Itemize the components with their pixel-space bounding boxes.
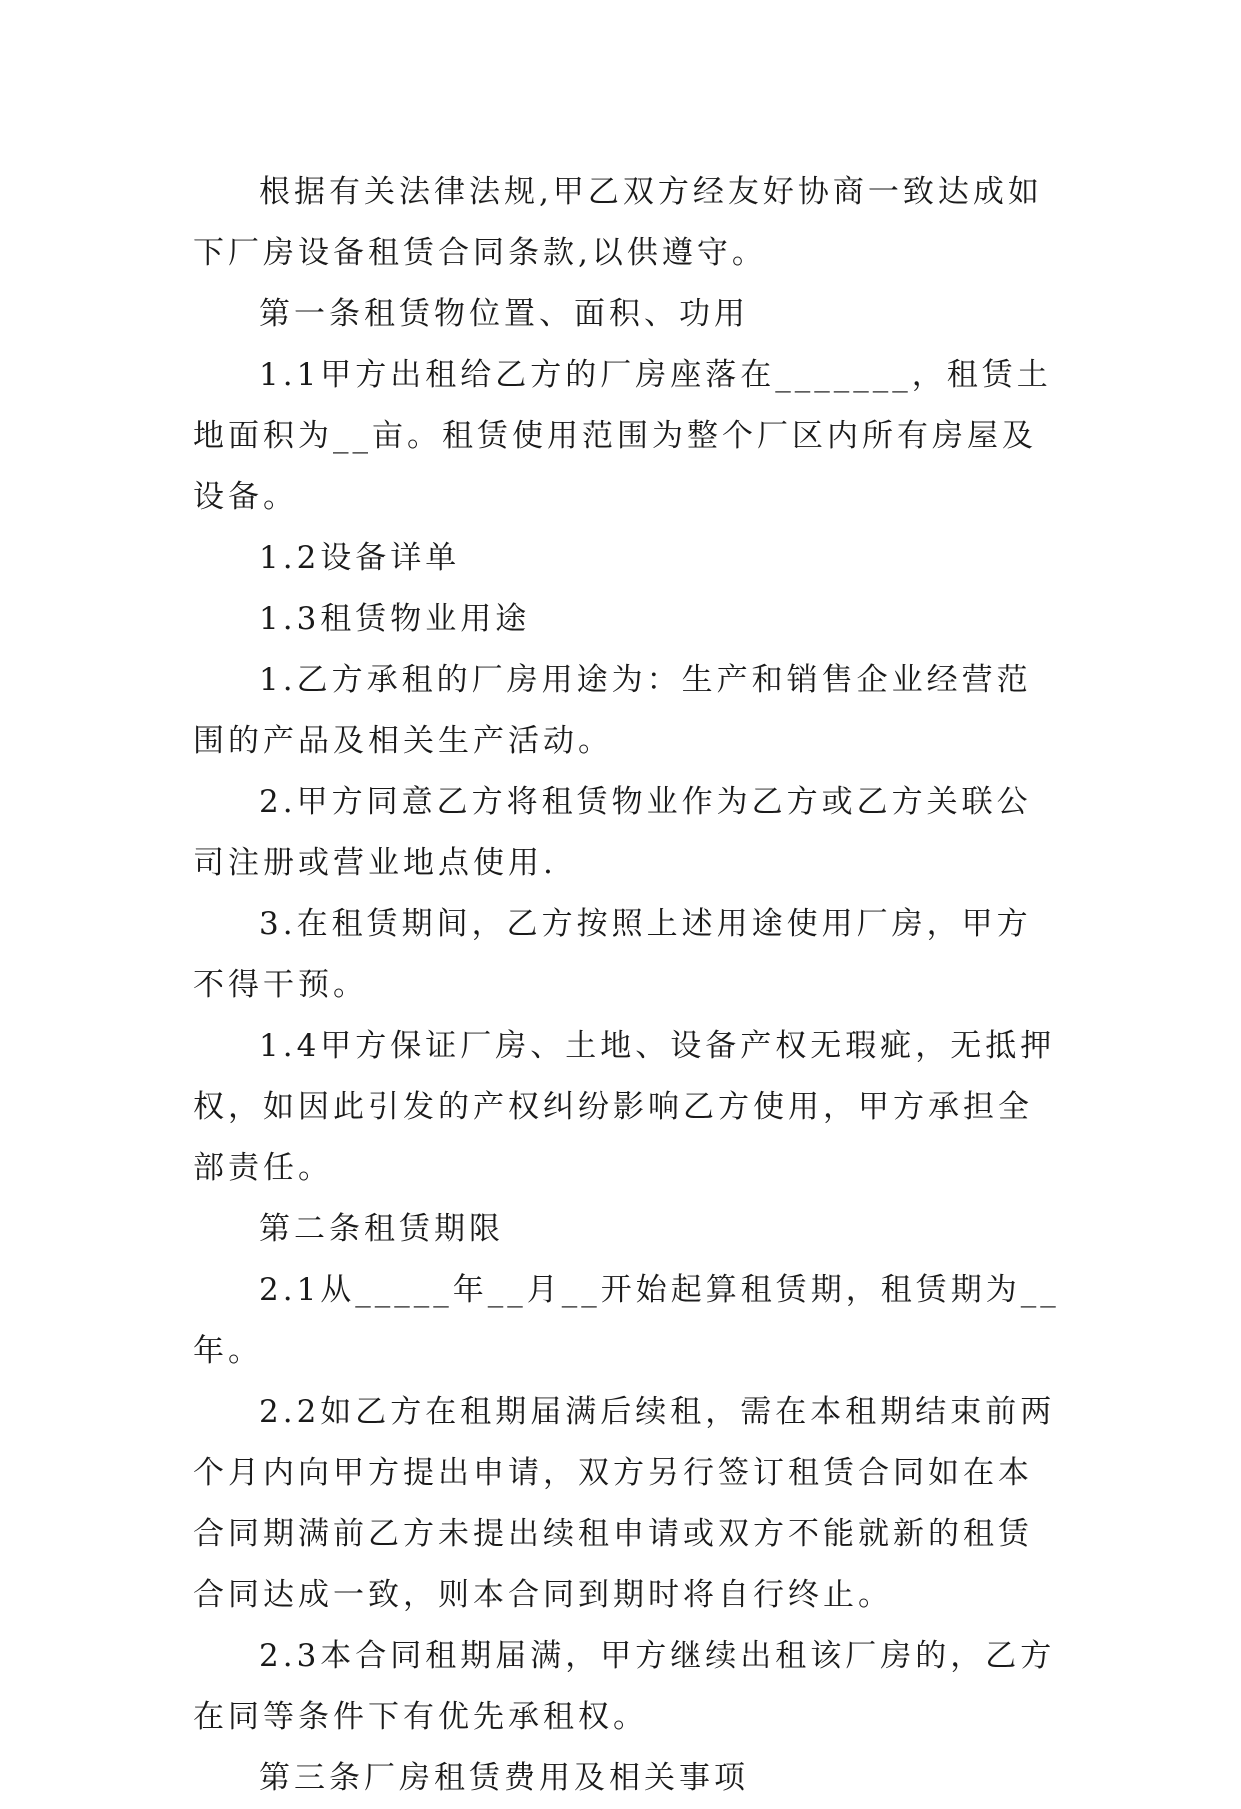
- paragraph-1-4: 1.4甲方保证厂房、土地、设备产权无瑕疵，无抵押权，如因此引发的产权纠纷影响乙方使用，甲方承担全部责任。: [193, 1028, 1056, 1186]
- paragraph-use-2: 2.甲方同意乙方将租赁物业作为乙方或乙方关联公司注册或营业地点使用.: [193, 784, 1032, 881]
- paragraph-1-1: 1.1甲方出租给乙方的厂房座落在_______，租赁土地面积为__亩。租赁使用范围为整个厂区内所有房屋及设备。: [193, 357, 1052, 515]
- paragraph-1-3: 1.3租赁物业用途: [259, 601, 531, 637]
- paragraph-2-2: 2.2如乙方在租期届满后续租，需在本租期结束前两个月内向甲方提出申请，双方另行签订租赁合同如在本合同期满前乙方未提出续租申请或双方不能就新的租赁合同达成一致，则本合同到期时将自行终止。: [193, 1394, 1056, 1613]
- paragraph-intro: 根据有关法律法规,甲乙双方经友好协商一致达成如下厂房设备租赁合同条款,以供遵守。: [193, 174, 1043, 271]
- paragraph-use-3: 3.在租赁期间，乙方按照上述用途使用厂房，甲方不得干预。: [193, 906, 1032, 1003]
- heading-article-2: 第二条租赁期限: [259, 1211, 504, 1247]
- heading-article-3: 第三条厂房租赁费用及相关事项: [259, 1760, 749, 1796]
- document-body: [193, 162, 1061, 1809]
- paragraph-2-3: 2.3本合同租期届满，甲方继续出租该厂房的，乙方在同等条件下有优先承租权。: [193, 1638, 1056, 1735]
- heading-article-1: 第一条租赁物位置、面积、功用: [259, 296, 749, 332]
- paragraph-use-1: 1.乙方承租的厂房用途为：生产和销售企业经营范围的产品及相关生产活动。: [193, 662, 1032, 759]
- paragraph-2-1: 2.1从_____年__月__开始起算租赁期，租赁期为__年。: [193, 1272, 1060, 1369]
- paragraph-1-2: 1.2设备详单: [259, 540, 461, 576]
